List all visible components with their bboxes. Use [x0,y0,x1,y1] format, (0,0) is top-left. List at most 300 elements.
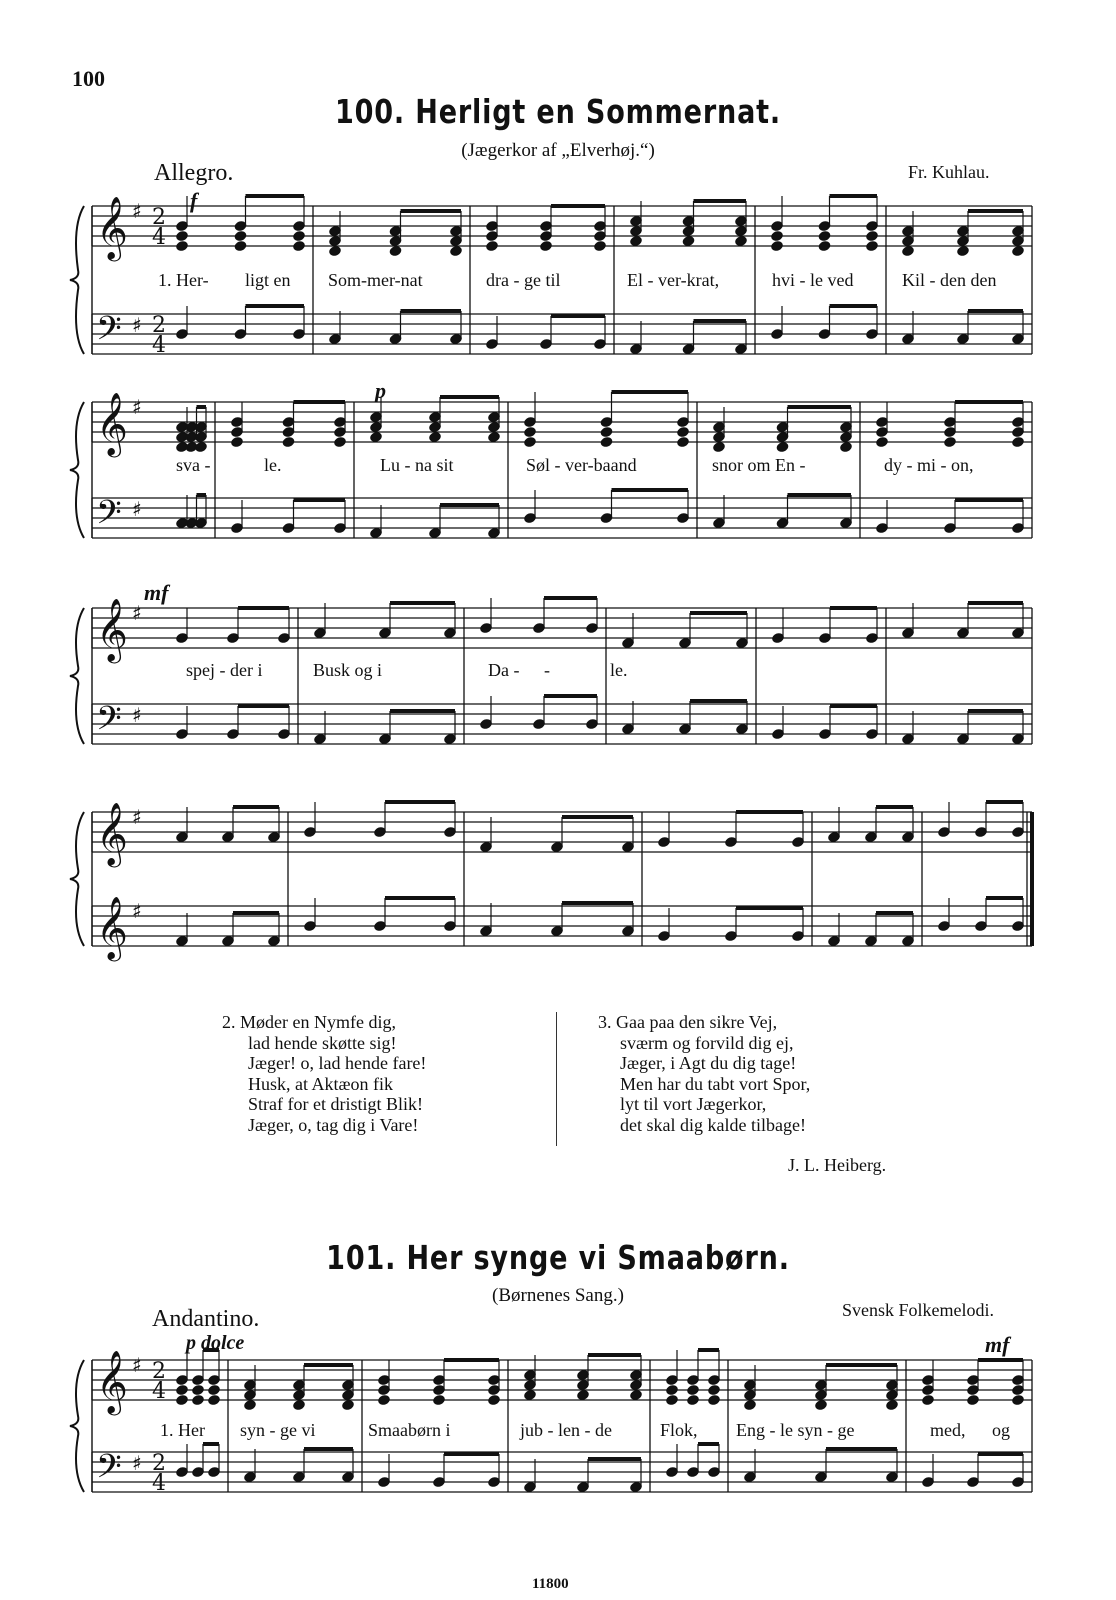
notehead [244,1400,256,1411]
notehead [293,231,305,242]
notehead [682,236,694,247]
lyric-syllable: Som-mer-nat [328,270,423,290]
notehead [342,1472,354,1483]
notehead [176,936,188,947]
bass-clef-icon: 𝄢 [96,310,122,356]
notehead [540,231,552,242]
notehead [938,921,950,932]
notehead [540,241,552,252]
notehead [630,1390,642,1401]
notehead [771,221,783,232]
notehead [708,1375,720,1386]
notehead [708,1467,720,1478]
notehead [776,432,788,443]
notehead [488,1385,500,1396]
time-signature: 2 [152,1359,166,1384]
sharp-icon: ♯ [132,395,142,419]
notehead [429,528,441,539]
notehead [772,729,784,740]
notehead [792,837,804,848]
verse-line: Straf for et dristigt Blik! [248,1094,423,1114]
notehead [1012,734,1024,745]
notehead [192,1385,204,1396]
notehead [486,231,498,242]
dynamic-mezzoforte: mf [985,1332,1010,1357]
notehead [902,734,914,745]
notehead [677,513,689,524]
notehead [840,422,852,433]
composer-credit: Svensk Folkemelodi. [842,1300,994,1320]
song-title: 101. Her synge vi Smaabørn. [326,1238,790,1277]
notehead [866,729,878,740]
notehead [234,241,246,252]
notehead [815,1390,827,1401]
notehead [944,417,956,428]
notehead [744,1390,756,1401]
notehead [370,528,382,539]
notehead [379,734,391,745]
system-brace [70,812,84,946]
notehead [600,417,612,428]
notehead [666,1467,678,1478]
notehead [902,936,914,947]
time-signature: 2 [152,205,166,230]
notehead [708,1395,720,1406]
notehead [1012,523,1024,534]
notehead [329,246,341,257]
notehead [725,931,737,942]
lyric-syllable: snor om En - [712,455,806,475]
notehead [586,719,598,730]
verse-line: lyt til vort Jægerkor, [620,1094,767,1114]
lyricist-credit: J. L. Heiberg. [788,1155,887,1175]
notehead [433,1477,445,1488]
notehead [866,221,878,232]
notehead [975,921,987,932]
verse-line: 2. Møder en Nymfe dig, [222,1012,396,1032]
sharp-icon: ♯ [132,805,142,829]
lyric-syllable: syn - ge vi [240,1420,316,1440]
notehead [268,936,280,947]
notehead [630,1380,642,1391]
notehead [374,921,386,932]
system-brace [70,206,84,354]
notehead [378,1477,390,1488]
notehead [818,231,830,242]
treble-clef-icon: 𝄞 [96,802,128,865]
notehead [708,1385,720,1396]
notehead [282,417,294,428]
lyric-syllable: hvi - le ved [772,270,854,290]
notehead [1012,246,1024,257]
notehead [444,827,456,838]
notehead [944,437,956,448]
verse-line: 3. Gaa paa den sikre Vej, [598,1012,778,1032]
notehead [713,442,725,453]
notehead [1012,628,1024,639]
time-signature: 4 [152,1471,166,1496]
notehead [1012,417,1024,428]
notehead [630,216,642,227]
notehead [378,1375,390,1386]
verse-line: Husk, at Aktæon fik [248,1073,394,1094]
notehead [679,638,691,649]
notehead [176,1467,188,1478]
notehead [389,334,401,345]
notehead [658,931,670,942]
notehead [524,1482,536,1493]
lyric-syllable: Søl - ver-baand [526,455,637,475]
lyric-syllable: El - ver-krat, [627,270,720,290]
notehead [677,427,689,438]
notehead [433,1385,445,1396]
notehead [222,936,234,947]
notehead [594,339,606,350]
notehead [967,1395,979,1406]
notehead [334,427,346,438]
sharp-icon: ♯ [132,1353,142,1377]
notehead [938,827,950,838]
dynamic-mezzoforte: mf [144,580,169,605]
notehead [886,1400,898,1411]
notehead [725,837,737,848]
verse-line: Jæger! o, lad hende fare! [248,1053,427,1073]
dynamic-forte: f [190,188,198,213]
notehead [594,221,606,232]
notehead [819,729,831,740]
notehead [176,1395,188,1406]
notehead [744,1400,756,1411]
sharp-icon: ♯ [132,899,142,923]
treble-clef-icon: 𝄞 [96,896,128,959]
notehead [208,1385,220,1396]
notehead [735,344,747,355]
notehead [450,226,462,237]
notehead [1012,1395,1024,1406]
dynamic-piano: p [375,378,386,403]
lyric-syllable: dra - ge til [486,270,561,290]
notehead [666,1395,678,1406]
notehead [865,832,877,843]
notehead [176,729,188,740]
lyric-syllable: Busk og i [313,660,383,680]
notehead [658,837,670,848]
notehead [630,1482,642,1493]
notehead [687,1395,699,1406]
notehead [736,638,748,649]
notehead [176,329,188,340]
notehead [370,412,382,423]
notehead [957,334,969,345]
notehead [231,427,243,438]
notehead [594,231,606,242]
notehead [192,1395,204,1406]
notehead [630,226,642,237]
notehead [231,523,243,534]
notehead [486,241,498,252]
notehead [334,417,346,428]
song-subtitle: (Jægerkor af „Elverhøj.“) [461,140,655,161]
notehead [1012,236,1024,247]
notehead [524,437,536,448]
notehead [488,528,500,539]
notehead [488,1477,500,1488]
notehead [486,221,498,232]
notehead [234,329,246,340]
notehead [192,1375,204,1386]
notehead [314,734,326,745]
time-signature: 2 [152,313,166,338]
tempo-marking: Andantino. [152,1306,260,1332]
notehead [679,724,691,735]
treble-clef-icon: 𝄞 [96,598,128,661]
verse-line: Jæger, o, tag dig i Vare! [248,1114,419,1135]
notehead [622,638,634,649]
sharp-icon: ♯ [132,703,142,727]
notehead [429,432,441,443]
notehead [792,931,804,942]
notehead [771,231,783,242]
notehead [433,1375,445,1386]
notehead [735,216,747,227]
notehead [480,623,492,634]
notehead [234,221,246,232]
notehead [577,1370,589,1381]
notehead [334,437,346,448]
notehead [329,334,341,345]
notehead [682,216,694,227]
notehead [551,926,563,937]
sharp-icon: ♯ [132,313,142,337]
notehead [524,513,536,524]
notehead [1012,427,1024,438]
system-brace [70,1360,84,1492]
notehead [378,1395,390,1406]
notehead [304,827,316,838]
notehead [735,236,747,247]
notehead [268,832,280,843]
bass-clef-icon: 𝄢 [96,494,122,540]
notehead [630,344,642,355]
lyric-syllable: Flok, [660,1420,698,1440]
notehead [577,1380,589,1391]
notehead [957,246,969,257]
notehead [429,412,441,423]
notehead [957,236,969,247]
notehead [488,422,500,433]
lyric-syllable: jub - len - de [520,1420,612,1440]
notehead [902,246,914,257]
notehead [713,422,725,433]
treble-clef-icon: 𝄞 [96,392,128,455]
notehead [293,221,305,232]
notehead [967,1375,979,1386]
notehead [771,241,783,252]
notehead [630,236,642,247]
notehead [967,1477,979,1488]
notehead [876,427,888,438]
notehead [176,633,188,644]
verse-line: Jæger, i Agt du dig tage! [620,1053,797,1073]
notehead [866,633,878,644]
notehead [222,832,234,843]
notehead [486,339,498,350]
notehead [876,437,888,448]
notehead [282,523,294,534]
lyric-syllable: sva - [176,455,211,475]
notehead [208,1467,220,1478]
notehead [622,926,634,937]
notehead [876,417,888,428]
notehead [687,1467,699,1478]
sharp-icon: ♯ [132,601,142,625]
notehead [594,241,606,252]
notehead [922,1375,934,1386]
notehead [677,437,689,448]
notehead [304,921,316,932]
page-number: 100 [72,66,105,91]
notehead [713,518,725,529]
notehead [278,729,290,740]
notehead [293,1390,305,1401]
notehead [192,1467,204,1478]
time-signature: 4 [152,333,166,358]
notehead [227,633,239,644]
notehead [176,1375,188,1386]
notehead [231,437,243,448]
notehead [776,442,788,453]
notehead [378,1385,390,1396]
notehead [886,1472,898,1483]
notehead [244,1472,256,1483]
notehead [524,1370,536,1381]
notehead [776,518,788,529]
notehead [815,1400,827,1411]
notehead [540,221,552,232]
lyric-syllable: le. [264,455,282,475]
notehead [902,226,914,237]
notehead [370,432,382,443]
bass-clef-icon: 𝄢 [96,700,122,746]
notehead [370,422,382,433]
notehead [902,334,914,345]
notehead [342,1380,354,1391]
lyric-syllable: med, [930,1420,966,1440]
notehead [886,1390,898,1401]
notehead [293,1472,305,1483]
notehead [886,1380,898,1391]
notehead [677,417,689,428]
notehead [450,334,462,345]
notehead [444,734,456,745]
notehead [957,226,969,237]
notehead [488,1375,500,1386]
notehead [389,246,401,257]
sharp-icon: ♯ [132,199,142,223]
notehead [771,329,783,340]
notehead [293,1380,305,1391]
notehead [577,1482,589,1493]
lyric-syllable: Lu - na sit [380,455,454,475]
notehead [776,422,788,433]
notehead [840,442,852,453]
notehead [840,432,852,443]
sharp-icon: ♯ [132,497,142,521]
notehead [922,1395,934,1406]
lyric-syllable: - [544,660,550,680]
notehead [450,236,462,247]
notehead [1012,334,1024,345]
notehead [231,417,243,428]
notehead [1012,226,1024,237]
notehead [433,1395,445,1406]
notehead [902,628,914,639]
notehead [176,241,188,252]
notehead [293,1400,305,1411]
notehead [944,427,956,438]
notehead [876,523,888,534]
notehead [176,832,188,843]
notehead [244,1380,256,1391]
notehead [444,628,456,639]
notehead [944,523,956,534]
notehead [772,633,784,644]
notehead [902,832,914,843]
notehead [208,1395,220,1406]
notehead [967,1385,979,1396]
notehead [389,236,401,247]
notehead [524,427,536,438]
notehead [815,1472,827,1483]
notehead [818,241,830,252]
lyric-syllable: 1. Her- [158,270,209,290]
notehead [524,417,536,428]
notehead [600,437,612,448]
notehead [444,921,456,932]
notehead [329,226,341,237]
notehead [828,832,840,843]
notehead [551,842,563,853]
notehead [293,241,305,252]
notehead [735,226,747,237]
lyric-syllable: spej - der i [186,660,263,680]
notehead [600,427,612,438]
notehead [329,236,341,247]
notehead [1012,921,1024,932]
notehead [630,1370,642,1381]
tempo-marking: Allegro. [154,160,234,186]
notehead [1012,1375,1024,1386]
notehead [342,1400,354,1411]
notehead [244,1390,256,1401]
notehead [480,719,492,730]
notehead [195,442,207,453]
notehead [533,719,545,730]
lyric-syllable: 1. Her [160,1420,205,1440]
song-title: 100. Herligt en Sommernat. [334,92,782,131]
notehead [524,1390,536,1401]
notehead [234,231,246,242]
time-signature: 4 [152,1379,166,1404]
notehead [540,339,552,350]
lyric-syllable: Smaabørn i [368,1420,451,1440]
notehead [865,936,877,947]
notehead [744,1472,756,1483]
notehead [866,231,878,242]
notehead [533,623,545,634]
notehead [488,432,500,443]
plate-number: 11800 [532,1576,569,1592]
